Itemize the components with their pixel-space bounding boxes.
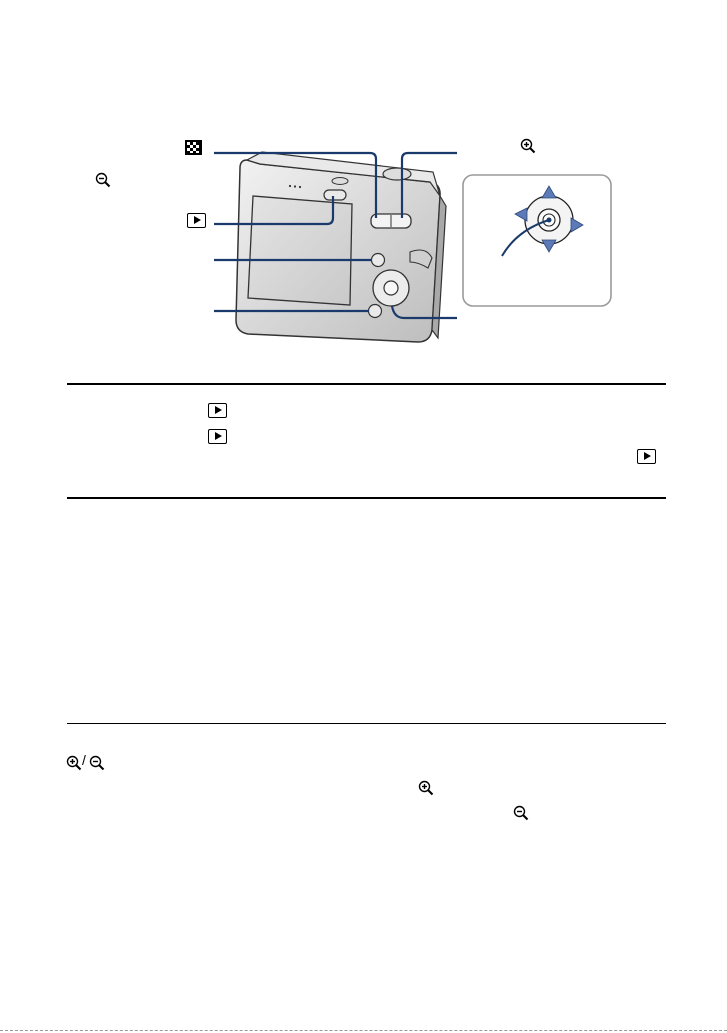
section-divider (67, 383, 666, 385)
section-divider (67, 497, 666, 499)
index-screen-icon (185, 140, 202, 155)
camera-diagram (0, 0, 727, 380)
page-bottom-edge (0, 1030, 727, 1031)
control-button-inset (463, 175, 611, 306)
zoom-out-icon (95, 172, 111, 188)
zoom-out-icon (513, 805, 529, 821)
playback-icon (187, 213, 206, 228)
playback-icon (208, 403, 227, 418)
icon-separator: / (82, 752, 86, 768)
zoom-in-icon (66, 755, 82, 771)
zoom-in-icon (520, 138, 536, 154)
zoom-out-icon (89, 755, 105, 771)
playback-icon (637, 449, 656, 464)
zoom-in-icon (418, 780, 434, 796)
camera-body (236, 152, 446, 342)
section-divider (67, 723, 666, 724)
playback-icon (208, 429, 227, 444)
